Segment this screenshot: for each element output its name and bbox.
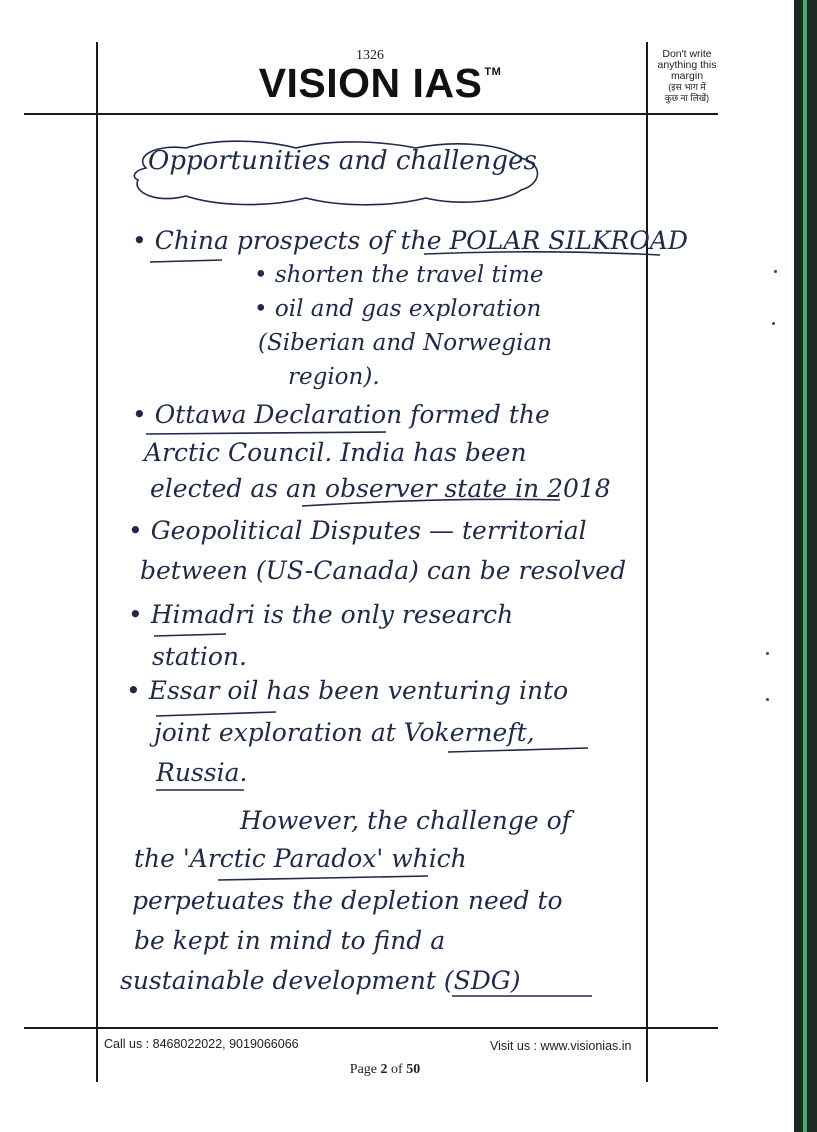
margin-note-line: Don't write [662, 48, 712, 60]
scan-speck [766, 698, 769, 701]
underline [218, 876, 428, 880]
page-label: Page [349, 1062, 378, 1077]
note-line: • shorten the travel time [254, 262, 544, 288]
note-line: the 'Arctic Paradox' which [134, 844, 467, 873]
right-margin-rule [646, 42, 648, 1082]
page-number [300, 1062, 470, 1078]
underline [146, 432, 386, 434]
note-line: Russia. [156, 758, 248, 787]
note-line: • Essar oil has been venturing into [126, 676, 569, 705]
page-of: of [391, 1062, 403, 1077]
note-line: • Geopolitical Disputes — territorial [128, 516, 587, 545]
scan-edge [794, 0, 817, 1132]
underline [448, 748, 588, 752]
footer-phone: Call us : 8468022022, 9019066066 [104, 1037, 299, 1051]
note-line: • China prospects of the POLAR SILKROAD [132, 226, 688, 255]
underline [150, 260, 222, 262]
note-line: • Himadri is the only research [128, 600, 514, 629]
footer-website: Visit us : www.visionias.in [490, 1039, 632, 1053]
trademark: TM [484, 66, 502, 78]
note-line: • oil and gas exploration [254, 296, 542, 322]
note-line: perpetuates the depletion need to [132, 886, 563, 915]
note-line: between (US-Canada) can be resolved [140, 556, 627, 585]
scan-speck [772, 322, 775, 325]
note-line: elected as an observer state in 2018 [150, 474, 611, 503]
footer-rule [24, 1027, 718, 1029]
brand-name: VISION IAS [258, 60, 483, 106]
note-line: Arctic Council. India has been [144, 438, 527, 467]
heading: Opportunities and challenges [148, 146, 537, 176]
sheet-number: 1326 [356, 48, 384, 63]
note-line: station. [152, 642, 247, 671]
margin-note-line: margin [670, 70, 704, 82]
scan-edge-green-line [803, 0, 807, 1132]
left-margin-rule [96, 42, 98, 1082]
scan-speck [774, 270, 777, 273]
margin-note-line: anything this [657, 59, 717, 71]
scan-speck [766, 652, 769, 655]
margin-note-line: कुछ ना लिखें) [664, 93, 710, 103]
note-line: However, the challenge of [240, 806, 571, 835]
note-line: be kept in mind to find a [134, 926, 446, 955]
note-line: joint exploration at Vokerneft, [154, 718, 535, 747]
page-current: 2 [380, 1062, 388, 1077]
underline [156, 712, 276, 716]
brand-logo [230, 60, 530, 107]
note-line: (Siberian and Norwegian [258, 330, 553, 356]
header-rule [24, 113, 718, 115]
note-line: region). [288, 364, 380, 390]
note-line: • Ottawa Declaration formed the [132, 400, 550, 429]
margin-instruction [651, 49, 723, 104]
margin-note-line: (इस भाग में [668, 82, 706, 92]
note-line: sustainable development (SDG) [120, 966, 521, 995]
page-total: 50 [406, 1062, 421, 1077]
underline [154, 634, 226, 636]
